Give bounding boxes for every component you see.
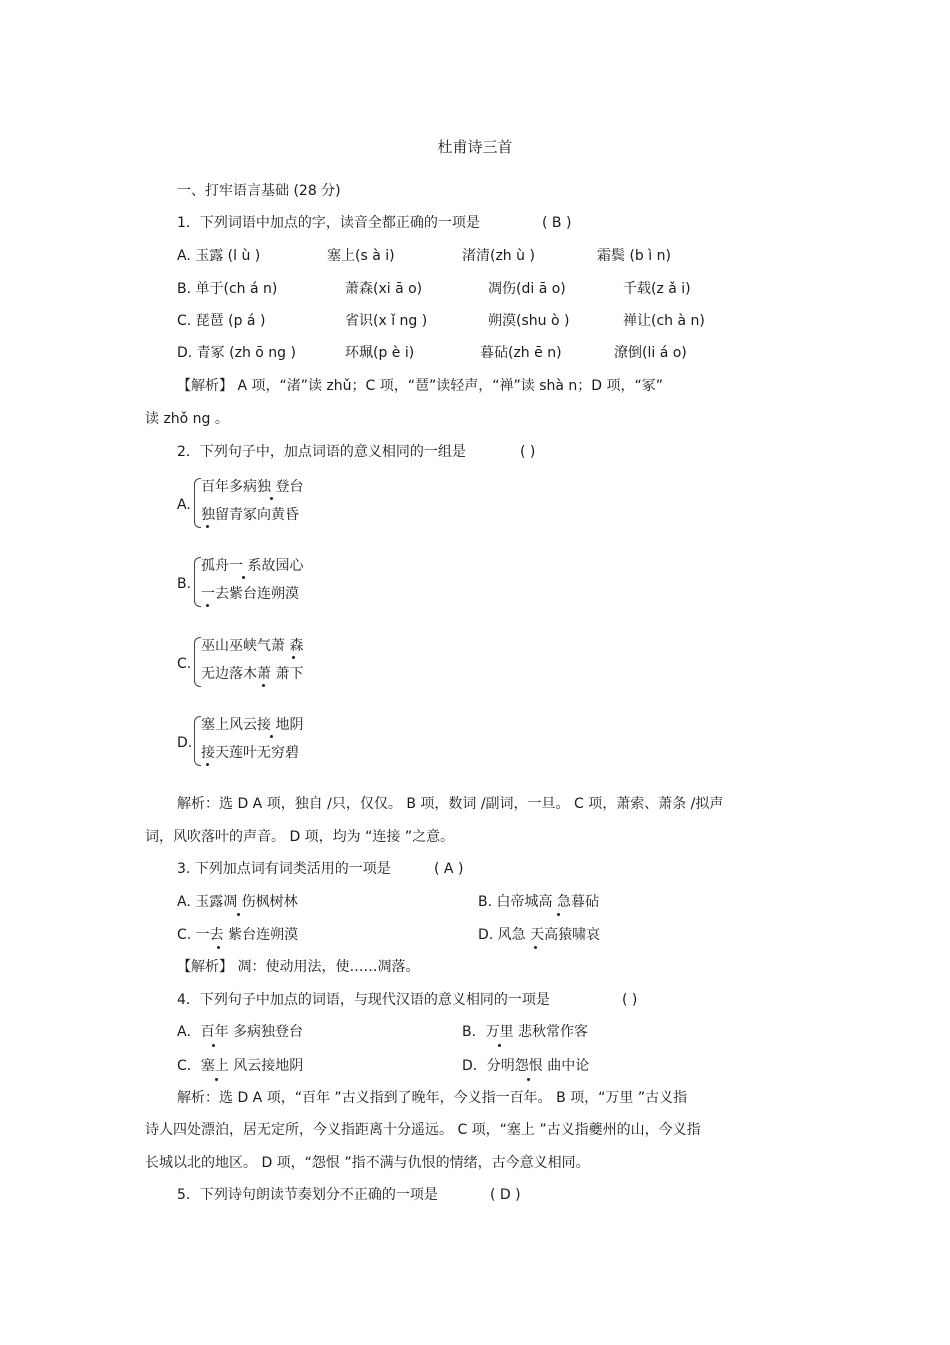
q2-option-a-line1: 百年多病独 登台 <box>201 479 304 495</box>
q1-option-c-1: C. 琵琶 (p á ) <box>177 313 266 329</box>
q1-option-c-3: 朔漠(shu ò ) <box>488 313 570 329</box>
emphasis-dot <box>237 913 240 916</box>
q2-option-c-line1: 巫山巫峡气萧 森 <box>201 638 304 654</box>
q1-analysis-cont: 读 zhǒ ng 。 <box>145 411 229 427</box>
q2-option-b-label: B. <box>177 576 192 592</box>
emphasis-dot <box>206 525 209 528</box>
q1-option-a-4: 霜鬓 (b ì n) <box>597 248 671 264</box>
emphasis-dot <box>534 946 537 949</box>
q2-option-c-label: C. <box>177 656 192 672</box>
q4-analysis: 解析：选 D A 项，“百年 ”古义指到了晚年，今义指一百年。 B 项，“万里 ”古义指 <box>177 1090 688 1106</box>
q3-option-a: A. 玉露凋 伤枫树林 <box>177 894 298 910</box>
emphasis-dot <box>212 1044 215 1047</box>
q2-stem: 2．下列句子中，加点词语的意义相同的一组是 <box>177 444 466 460</box>
emphasis-dot <box>270 497 273 500</box>
q2-option-a-label: A. <box>177 497 191 513</box>
q2-analysis-cont: 词，风吹落叶的声音。 D 项，均为 “连接 ”之意。 <box>145 829 455 845</box>
emphasis-dot <box>262 684 265 687</box>
q5-stem: 5．下列诗句朗读节奏划分不正确的一项是 <box>177 1187 438 1203</box>
q2-option-d-line2: 接天莲叶无穷碧 <box>201 745 299 761</box>
q1-option-b-1: B. 单于(ch á n) <box>177 281 278 297</box>
q1-option-c-4: 禅让(ch à n) <box>623 313 705 329</box>
q1-analysis: 【解析】 A 项，“渚”读 zhǔ；C 项，“琶”读轻声，“禅”读 shà n；D 项，“冢” <box>177 378 664 394</box>
emphasis-dot <box>242 576 245 579</box>
emphasis-dot <box>270 735 273 738</box>
q1-answer: ( B ) <box>542 215 572 231</box>
q4-stem: 4．下列句子中加点的词语，与现代汉语的意义相同的一项是 <box>177 992 550 1008</box>
q2-option-a-line2: 独留青冢向黄昏 <box>201 507 299 523</box>
q2-analysis: 解析：选 D A 项，独自 /只，仅仅。 B 项，数词 /副词，一旦。 C 项，萧索、萧条 /拟声 <box>177 796 724 812</box>
emphasis-dot <box>206 763 209 766</box>
q1-option-d-2: 环珮(p è i) <box>345 345 415 361</box>
emphasis-dot <box>498 1044 501 1047</box>
q1-option-d-3: 暮砧(zh ē n) <box>480 345 562 361</box>
q1-option-c-2: 省识(x ǐ ng ) <box>345 313 428 329</box>
q4-answer: ( ) <box>622 992 638 1008</box>
emphasis-dot <box>527 1078 530 1081</box>
q4-option-a: A．百年 多病独登台 <box>177 1024 304 1040</box>
q1-option-a-2: 塞上(s à i) <box>327 248 395 264</box>
q1-option-b-2: 萧森(xi ā o) <box>345 281 423 297</box>
q1-option-b-3: 凋伤(di ā o) <box>488 281 566 297</box>
q1-option-a-3: 渚清(zh ù ) <box>462 248 535 264</box>
q2-option-d-brace <box>194 716 201 766</box>
q3-analysis: 【解析】 凋：使动用法，使……凋落。 <box>177 959 420 975</box>
q1-option-d-4: 潦倒(li á o) <box>614 345 687 361</box>
q1-option-a-1: A. 玉露 (l ù ) <box>177 248 261 264</box>
q1-option-d-1: D. 青冢 (zh ō ng ) <box>177 345 296 361</box>
emphasis-dot <box>557 913 560 916</box>
q2-option-d-label: D. <box>177 735 193 751</box>
q3-answer: ( A ) <box>434 861 464 877</box>
q2-option-b-line1: 孤舟一 系故园心 <box>201 558 304 574</box>
emphasis-dot <box>215 1078 218 1081</box>
q4-analysis-cont: 诗人四处漂泊，居无定所，今义指距离十分遥远。 C 项，“塞上 ”古义指夔州的山，今义指 <box>145 1122 701 1138</box>
q2-option-c-line2: 无边落木萧 萧下 <box>201 666 304 682</box>
q2-answer: ( ) <box>520 444 536 460</box>
q5-answer: ( D ) <box>490 1187 521 1203</box>
q2-option-d-line1: 塞上风云接 地阴 <box>201 717 304 733</box>
q2-option-c-brace <box>194 637 201 687</box>
q1-stem: 1．下列词语中加点的字，读音全都正确的一项是 <box>177 215 480 231</box>
q2-option-a-brace <box>194 478 201 528</box>
q2-option-b-line2: 一去紫台连朔漠 <box>201 586 299 602</box>
q3-option-b: B. 白帝城高 急暮砧 <box>478 894 599 910</box>
q4-analysis-cont-2: 长城以北的地区。 D 项，“怨恨 ”指不满与仇恨的情绪，古今意义相同。 <box>145 1155 590 1171</box>
q1-option-b-4: 千载(z ǎ i) <box>623 281 691 297</box>
q4-option-c: C．塞上 风云接地阴 <box>177 1058 304 1074</box>
emphasis-dot <box>217 946 220 949</box>
page-title: 杜甫诗三首 <box>437 138 513 156</box>
q4-option-d: D．分明怨恨 曲中论 <box>462 1058 590 1074</box>
emphasis-dot <box>292 656 295 659</box>
q3-stem: 3. 下列加点词有词类活用的一项是 <box>177 861 391 877</box>
emphasis-dot <box>206 604 209 607</box>
q2-option-b-brace <box>194 557 201 607</box>
section-heading: 一、打牢语言基础 (28 分) <box>177 183 341 199</box>
q3-option-d: D. 风急 天高猿啸哀 <box>478 927 601 943</box>
q3-option-c: C. 一去 紫台连朔漠 <box>177 927 299 943</box>
q4-option-b: B．万里 悲秋常作客 <box>462 1024 589 1040</box>
